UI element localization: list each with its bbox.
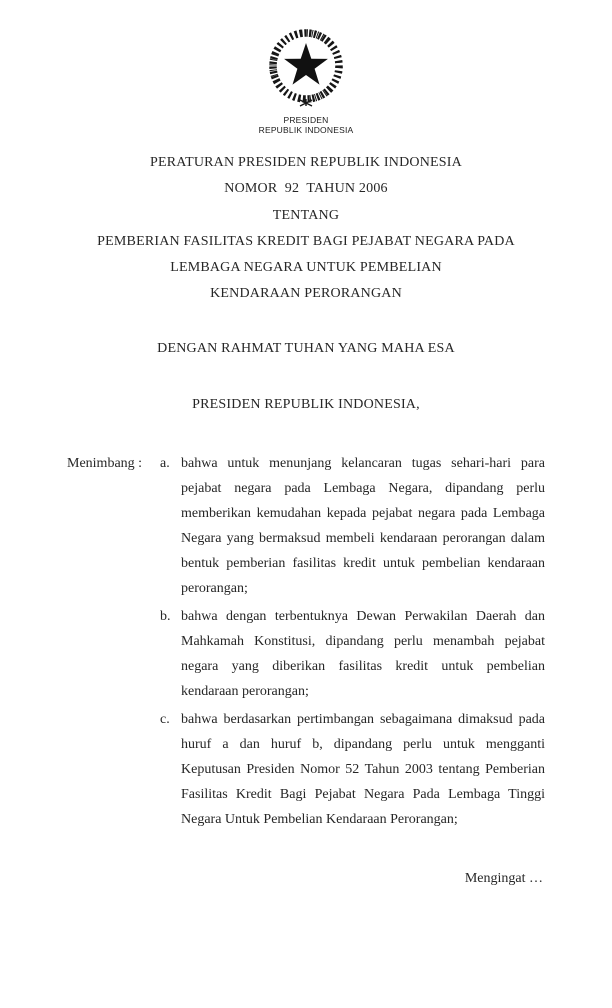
consideration-item-b: [67, 604, 545, 704]
regulation-subject-line-1: PEMBERIAN FASILITAS KREDIT BAGI PEJABAT NEGARA PADA: [97, 233, 515, 249]
item-text: bahwa dengan terbentuknya Dewan Perwakilan Daerah dan Mahkamah Konstitusi, dipandang perlu menambah pejabat negara yang diberikan fasilitas kredit untuk pembelian kendaraan perorangan;: [181, 609, 545, 699]
title-block: [0, 150, 612, 308]
item-letter: a.: [160, 456, 170, 471]
label-spacer: [67, 707, 160, 832]
regulation-subject-line-2: LEMBAGA NEGARA UNTUK PEMBELIAN: [170, 260, 442, 276]
regulation-tentang: TENTANG: [272, 207, 340, 223]
presidential-star-wreath-icon: [260, 26, 352, 110]
considerations-section: [67, 451, 545, 832]
consideration-item-a: [67, 451, 545, 601]
item-letter: b.: [160, 609, 171, 624]
letterhead-line-presiden: PRESIDEN: [283, 115, 329, 125]
regulation-subject-line-3: KENDARAAN PERORANGAN: [210, 286, 402, 302]
item-letter: c.: [160, 712, 170, 727]
regulation-number: NOMOR 92 TAHUN 2006: [224, 181, 388, 197]
consideration-item-c: [67, 707, 545, 832]
invocation-line: DENGAN RAHMAT TUHAN YANG MAHA ESA: [157, 341, 455, 356]
item-text: bahwa untuk menunjang kelancaran tugas sehari-hari para pejabat negara pada Lembaga Negara, dipandang perlu memberikan kemudahan kepada pejabat negara pada Lembaga Negara yang bermaksud membeli kendaraan perorangan dalam bentuk pemberian fasilitas kredit untuk pembelian kendaraan perorangan;: [181, 456, 545, 596]
regulation-title: PERATURAN PRESIDEN REPUBLIK INDONESIA: [150, 155, 462, 170]
authority-line: PRESIDEN REPUBLIK INDONESIA,: [192, 397, 420, 412]
letterhead-line-republik-indonesia: REPUBLIK INDONESIA: [258, 125, 354, 135]
catchword-mengingat: Mengingat …: [464, 871, 543, 886]
letterhead: [0, 26, 612, 135]
item-text: bahwa berdasarkan pertimbangan sebagaimana dimaksud pada huruf a dan huruf b, dipandang perlu untuk mengganti Keputusan Presiden Nomor 52 Tahun 2003 tentang Pemberian Fasilitas Kredit Bagi Pejabat Negara Pada Lembaga Tinggi Negara Untuk Pembelian Kendaraan Perorangan;: [181, 712, 545, 827]
considerations-label: Menimbang :: [67, 456, 143, 471]
label-spacer: [67, 604, 160, 704]
